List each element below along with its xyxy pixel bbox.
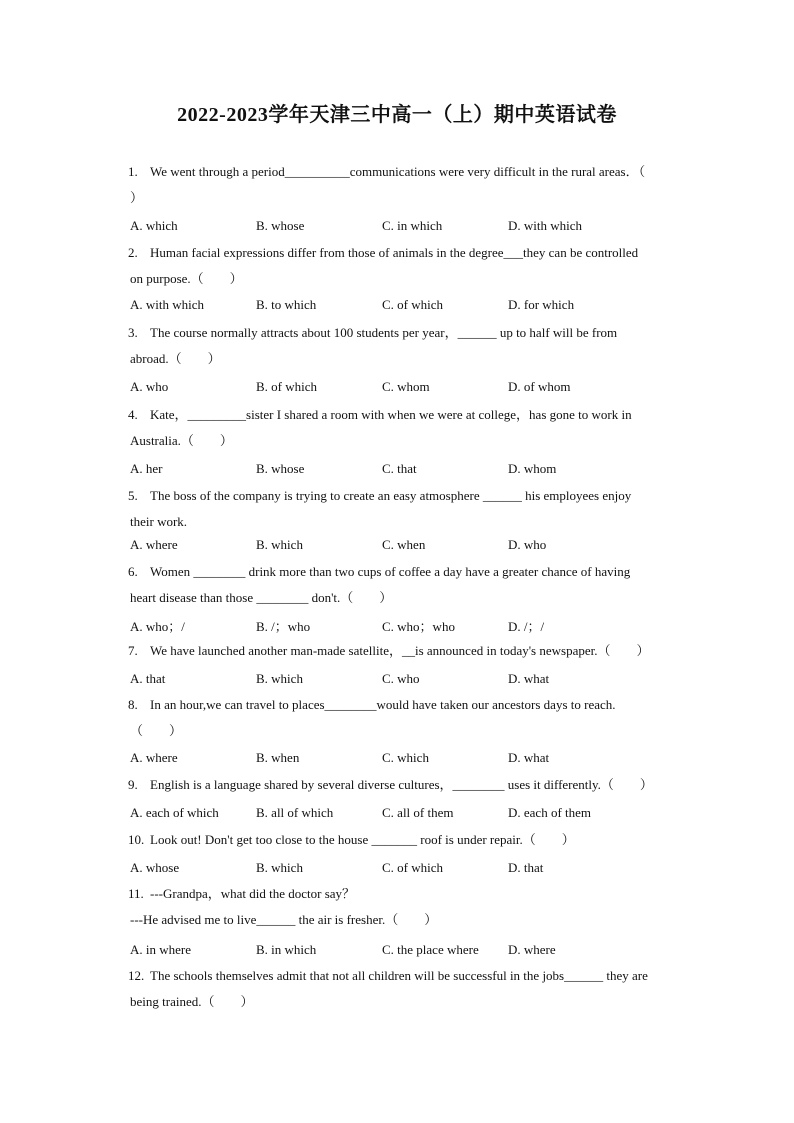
question-10: [128, 827, 698, 853]
question-3: [128, 320, 698, 372]
question-stem-line1: We have launched another man-made satellite，__is announced in today's newspaper.（ ）: [150, 643, 650, 658]
option-b[interactable]: B. /；who: [256, 619, 311, 634]
option-a[interactable]: A. which: [130, 218, 178, 233]
option-b[interactable]: B. of which: [256, 379, 318, 394]
question-text: [128, 772, 698, 798]
option-c[interactable]: C. whom: [382, 379, 430, 394]
option-a[interactable]: A. whose: [130, 860, 180, 875]
question-11: [128, 881, 698, 933]
option-c[interactable]: C. when: [382, 537, 426, 552]
answer-options: [130, 942, 690, 962]
option-b[interactable]: B. whose: [256, 461, 305, 476]
answer-options: [130, 537, 690, 557]
question-number: 4.: [128, 407, 138, 422]
option-d[interactable]: D. for which: [508, 297, 575, 312]
question-text: [128, 483, 698, 509]
question-stem-line2: （ ）: [130, 723, 183, 738]
question-stem-line1: ---Grandpa，what did the doctor say？: [150, 886, 356, 901]
answer-options: [130, 297, 690, 317]
question-text: [128, 320, 698, 346]
question-stem-line1: Human facial expressions differ from those of animals in the degree___they can be controlled: [150, 245, 639, 260]
question-5: [128, 483, 698, 535]
option-a[interactable]: A. where: [130, 537, 178, 552]
question-2: [128, 240, 698, 292]
option-a[interactable]: A. who: [130, 379, 169, 394]
option-d[interactable]: D. whom: [508, 461, 557, 476]
question-stem-line2: ---He advised me to live______ the air is fresher.（ ）: [130, 912, 438, 927]
question-stem-line1: English is a language shared by several diverse cultures，________ uses it differently.（ ）: [150, 777, 653, 792]
question-stem-line1: We went through a period__________communications were very difficult in the rural areas．（: [150, 164, 646, 179]
option-a[interactable]: A. in where: [130, 942, 192, 957]
question-text: [128, 559, 698, 585]
question-number: 12.: [128, 968, 145, 983]
question-4: [128, 402, 698, 454]
option-d[interactable]: D. where: [508, 942, 556, 957]
question-number: 11.: [128, 886, 144, 901]
question-number: 5.: [128, 488, 138, 503]
question-stem-line2: heart disease than those ________ don't.（ ）: [130, 590, 393, 605]
question-number: 2.: [128, 245, 138, 260]
question-number: 7.: [128, 643, 138, 658]
option-d[interactable]: D. that: [508, 860, 544, 875]
answer-options: [130, 805, 690, 825]
question-text: [128, 638, 698, 664]
option-c[interactable]: C. which: [382, 750, 429, 765]
question-number: 3.: [128, 325, 138, 340]
question-stem-line2: ）: [130, 190, 144, 205]
question-text: [128, 240, 698, 266]
option-d[interactable]: D. who: [508, 537, 547, 552]
option-c[interactable]: C. all of them: [382, 805, 454, 820]
answer-options: [130, 671, 690, 691]
question-stem-line1: The course normally attracts about 100 students per year，______ up to half will be from: [150, 325, 618, 340]
question-stem-line2: on purpose.（ ）: [130, 271, 243, 286]
question-text: [128, 963, 698, 989]
option-c[interactable]: C. who；who: [382, 619, 455, 634]
question-1: [128, 159, 698, 211]
question-number: 10.: [128, 832, 145, 847]
question-6: [128, 559, 698, 611]
option-c[interactable]: C. in which: [382, 218, 443, 233]
option-a[interactable]: A. each of which: [130, 805, 219, 820]
option-c[interactable]: C. that: [382, 461, 417, 476]
question-stem-line2: their work.: [130, 514, 188, 529]
question-stem-line2: being trained.（ ）: [130, 994, 254, 1009]
answer-options: [130, 461, 690, 481]
option-b[interactable]: B. to which: [256, 297, 317, 312]
option-d[interactable]: D. each of them: [508, 805, 592, 820]
option-b[interactable]: B. which: [256, 860, 303, 875]
option-c[interactable]: C. the place where: [382, 942, 479, 957]
option-a[interactable]: A. her: [130, 461, 163, 476]
option-b[interactable]: B. in which: [256, 942, 317, 957]
option-b[interactable]: B. which: [256, 671, 303, 686]
question-stem-line2: abroad.（ ）: [130, 351, 221, 366]
question-stem-line1: The boss of the company is trying to create an easy atmosphere ______ his employees enjoy: [150, 488, 632, 503]
question-stem-line1: Look out! Don't get too close to the house _______ roof is under repair.（ ）: [150, 832, 575, 847]
question-stem-line1: Women ________ drink more than two cups of coffee a day have a greater chance of having: [150, 564, 631, 579]
option-b[interactable]: B. which: [256, 537, 303, 552]
option-d[interactable]: D. what: [508, 750, 550, 765]
option-d[interactable]: D. what: [508, 671, 550, 686]
question-9: [128, 772, 698, 798]
question-7: [128, 638, 698, 664]
question-text: [128, 827, 698, 853]
option-d[interactable]: D. /；/: [508, 619, 545, 634]
option-b[interactable]: B. whose: [256, 218, 305, 233]
question-8: [128, 692, 698, 744]
option-a[interactable]: A. who；/: [130, 619, 185, 634]
question-text: [128, 402, 698, 428]
answer-options: [130, 379, 690, 399]
question-text: [128, 692, 698, 718]
question-text: [128, 881, 698, 907]
answer-options: [130, 218, 690, 238]
question-stem-line2: Australia.（ ）: [130, 433, 233, 448]
option-a[interactable]: A. that: [130, 671, 166, 686]
question-number: 8.: [128, 697, 138, 712]
answer-options: [130, 616, 690, 636]
option-b[interactable]: B. all of which: [256, 805, 334, 820]
option-a[interactable]: A. where: [130, 750, 178, 765]
answer-options: [130, 750, 690, 770]
question-stem-line1: In an hour,we can travel to places________would have taken our ancestors days to reach.: [150, 697, 616, 712]
option-c[interactable]: C. of which: [382, 860, 444, 875]
answer-options: [130, 860, 690, 880]
option-d[interactable]: D. of whom: [508, 379, 571, 394]
option-c[interactable]: C. of which: [382, 297, 444, 312]
option-d[interactable]: D. with which: [508, 218, 583, 233]
question-12: [128, 963, 698, 1015]
question-number: 1.: [128, 164, 138, 179]
question-stem-line1: The schools themselves admit that not all children will be successful in the jobs______ they are: [150, 968, 648, 983]
question-number: 6.: [128, 564, 138, 579]
question-stem-line1: Kate，_________sister I shared a room with when we were at college，has gone to work in: [150, 407, 632, 422]
option-b[interactable]: B. when: [256, 750, 300, 765]
option-c[interactable]: C. who: [382, 671, 420, 686]
option-a[interactable]: A. with which: [130, 297, 205, 312]
question-number: 9.: [128, 777, 138, 792]
question-text: [128, 159, 698, 185]
exam-title: 2022-2023学年天津三中高一（上）期中英语试卷: [177, 104, 617, 126]
